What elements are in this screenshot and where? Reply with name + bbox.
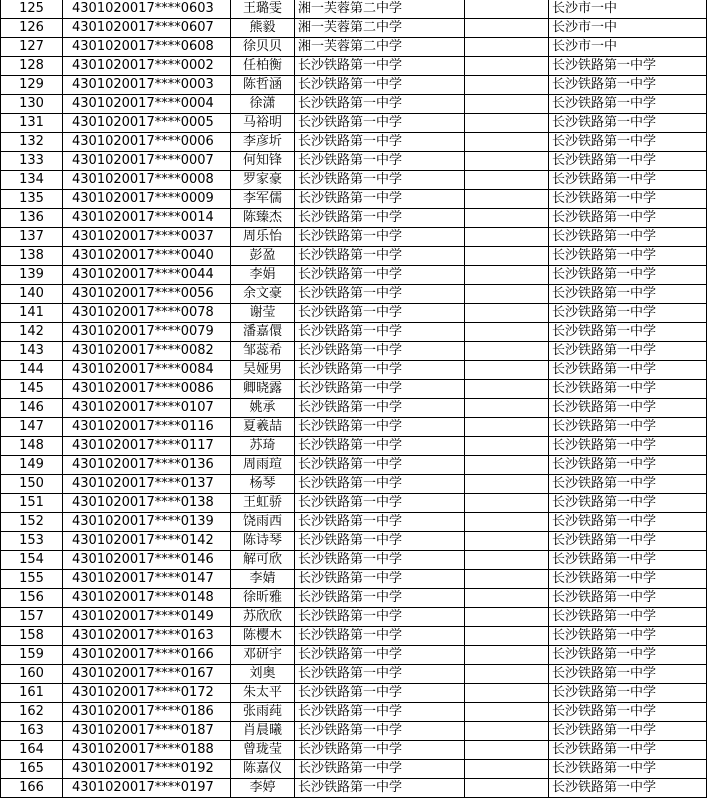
empty-cell <box>465 456 549 475</box>
graduating-school: 长沙铁路第一中学 <box>295 266 465 285</box>
table-row <box>1 703 707 722</box>
admitted-school: 长沙铁路第一中学 <box>549 76 707 95</box>
student-id: 4301020017****0136 <box>63 456 231 475</box>
student-name: 卿晓露 <box>231 380 295 399</box>
table-row <box>1 171 707 190</box>
student-id: 4301020017****0139 <box>63 513 231 532</box>
graduating-school: 长沙铁路第一中学 <box>295 437 465 456</box>
admitted-school: 长沙铁路第一中学 <box>549 418 707 437</box>
row-number: 152 <box>1 513 63 532</box>
row-number: 143 <box>1 342 63 361</box>
student-id: 4301020017****0187 <box>63 722 231 741</box>
student-name: 周乐怡 <box>231 228 295 247</box>
student-name: 王虹骄 <box>231 494 295 513</box>
row-number: 146 <box>1 399 63 418</box>
row-number: 157 <box>1 608 63 627</box>
admitted-school: 长沙铁路第一中学 <box>549 247 707 266</box>
admitted-school: 长沙铁路第一中学 <box>549 475 707 494</box>
graduating-school: 长沙铁路第一中学 <box>295 722 465 741</box>
admitted-school: 长沙铁路第一中学 <box>549 760 707 779</box>
empty-cell <box>465 95 549 114</box>
row-number: 162 <box>1 703 63 722</box>
student-name: 罗家豪 <box>231 171 295 190</box>
student-name: 李婧 <box>231 570 295 589</box>
row-number: 129 <box>1 76 63 95</box>
table-row <box>1 532 707 551</box>
student-name: 夏羲喆 <box>231 418 295 437</box>
student-name: 姚承 <box>231 399 295 418</box>
table-row <box>1 38 707 57</box>
row-number: 158 <box>1 627 63 646</box>
table-row <box>1 190 707 209</box>
row-number: 132 <box>1 133 63 152</box>
admitted-school: 长沙铁路第一中学 <box>549 114 707 133</box>
graduating-school: 长沙铁路第一中学 <box>295 684 465 703</box>
admitted-school: 长沙铁路第一中学 <box>549 323 707 342</box>
table-row <box>1 570 707 589</box>
student-id: 4301020017****0056 <box>63 285 231 304</box>
empty-cell <box>465 323 549 342</box>
admitted-school: 长沙铁路第一中学 <box>549 380 707 399</box>
student-name: 何知锋 <box>231 152 295 171</box>
admitted-school: 长沙铁路第一中学 <box>549 209 707 228</box>
graduating-school: 长沙铁路第一中学 <box>295 57 465 76</box>
admitted-school: 长沙市一中 <box>549 0 707 19</box>
row-number: 133 <box>1 152 63 171</box>
empty-cell <box>465 228 549 247</box>
empty-cell <box>465 152 549 171</box>
graduating-school: 长沙铁路第一中学 <box>295 285 465 304</box>
student-id: 4301020017****0079 <box>63 323 231 342</box>
graduating-school: 长沙铁路第一中学 <box>295 152 465 171</box>
student-id: 4301020017****0002 <box>63 57 231 76</box>
student-id: 4301020017****0107 <box>63 399 231 418</box>
student-name: 谢莹 <box>231 304 295 323</box>
empty-cell <box>465 665 549 684</box>
table-row <box>1 779 707 798</box>
student-id: 4301020017****0186 <box>63 703 231 722</box>
student-name: 周雨瑄 <box>231 456 295 475</box>
table-row <box>1 399 707 418</box>
student-id: 4301020017****0166 <box>63 646 231 665</box>
row-number: 126 <box>1 19 63 38</box>
student-name: 王璐雯 <box>231 0 295 19</box>
empty-cell <box>465 608 549 627</box>
table-row <box>1 266 707 285</box>
admitted-school: 长沙铁路第一中学 <box>549 665 707 684</box>
student-name: 饶雨西 <box>231 513 295 532</box>
table-row <box>1 760 707 779</box>
table-row <box>1 551 707 570</box>
empty-cell <box>465 76 549 95</box>
student-id: 4301020017****0116 <box>63 418 231 437</box>
row-number: 153 <box>1 532 63 551</box>
row-number: 127 <box>1 38 63 57</box>
student-id: 4301020017****0147 <box>63 570 231 589</box>
empty-cell <box>465 494 549 513</box>
graduating-school: 长沙铁路第一中学 <box>295 209 465 228</box>
student-id: 4301020017****0137 <box>63 475 231 494</box>
empty-cell <box>465 684 549 703</box>
table-row <box>1 228 707 247</box>
admitted-school: 长沙铁路第一中学 <box>549 703 707 722</box>
graduating-school: 长沙铁路第一中学 <box>295 114 465 133</box>
student-name: 李娟 <box>231 266 295 285</box>
empty-cell <box>465 285 549 304</box>
student-name: 陈樱木 <box>231 627 295 646</box>
table-row <box>1 494 707 513</box>
empty-cell <box>465 19 549 38</box>
graduating-school: 长沙铁路第一中学 <box>295 532 465 551</box>
graduating-school: 长沙铁路第一中学 <box>295 342 465 361</box>
row-number: 156 <box>1 589 63 608</box>
student-name: 朱太平 <box>231 684 295 703</box>
student-id: 4301020017****0148 <box>63 589 231 608</box>
table-row <box>1 0 707 19</box>
student-name: 任柏衡 <box>231 57 295 76</box>
admitted-school: 长沙铁路第一中学 <box>549 551 707 570</box>
student-name: 李军儒 <box>231 190 295 209</box>
empty-cell <box>465 190 549 209</box>
graduating-school: 长沙铁路第一中学 <box>295 475 465 494</box>
table-row <box>1 437 707 456</box>
empty-cell <box>465 304 549 323</box>
table-row <box>1 209 707 228</box>
graduating-school: 长沙铁路第一中学 <box>295 779 465 798</box>
student-name: 徐潇 <box>231 95 295 114</box>
admitted-school: 长沙铁路第一中学 <box>549 133 707 152</box>
row-number: 144 <box>1 361 63 380</box>
table-row <box>1 456 707 475</box>
empty-cell <box>465 703 549 722</box>
table-row <box>1 646 707 665</box>
graduating-school: 湘一芙蓉第二中学 <box>295 0 465 19</box>
admitted-school: 长沙市一中 <box>549 19 707 38</box>
student-name: 邓研宇 <box>231 646 295 665</box>
admitted-school: 长沙铁路第一中学 <box>549 437 707 456</box>
student-id: 4301020017****0004 <box>63 95 231 114</box>
table-row <box>1 627 707 646</box>
student-id: 4301020017****0192 <box>63 760 231 779</box>
graduating-school: 长沙铁路第一中学 <box>295 171 465 190</box>
student-id: 4301020017****0008 <box>63 171 231 190</box>
graduating-school: 长沙铁路第一中学 <box>295 741 465 760</box>
table-row <box>1 608 707 627</box>
row-number: 138 <box>1 247 63 266</box>
graduating-school: 湘一芙蓉第二中学 <box>295 19 465 38</box>
student-id: 4301020017****0040 <box>63 247 231 266</box>
empty-cell <box>465 209 549 228</box>
admitted-school: 长沙铁路第一中学 <box>549 304 707 323</box>
row-number: 148 <box>1 437 63 456</box>
student-name: 陈嘉仪 <box>231 760 295 779</box>
student-name: 马裕明 <box>231 114 295 133</box>
row-number: 135 <box>1 190 63 209</box>
graduating-school: 长沙铁路第一中学 <box>295 304 465 323</box>
table-row <box>1 323 707 342</box>
admitted-school: 长沙铁路第一中学 <box>549 684 707 703</box>
student-id: 4301020017****0149 <box>63 608 231 627</box>
empty-cell <box>465 361 549 380</box>
student-id: 4301020017****0167 <box>63 665 231 684</box>
empty-cell <box>465 646 549 665</box>
student-id: 4301020017****0003 <box>63 76 231 95</box>
student-id: 4301020017****0044 <box>63 266 231 285</box>
graduating-school: 湘一芙蓉第二中学 <box>295 38 465 57</box>
empty-cell <box>465 532 549 551</box>
student-id: 4301020017****0007 <box>63 152 231 171</box>
graduating-school: 长沙铁路第一中学 <box>295 95 465 114</box>
graduating-school: 长沙铁路第一中学 <box>295 570 465 589</box>
row-number: 165 <box>1 760 63 779</box>
empty-cell <box>465 475 549 494</box>
empty-cell <box>465 57 549 76</box>
empty-cell <box>465 570 549 589</box>
row-number: 159 <box>1 646 63 665</box>
empty-cell <box>465 399 549 418</box>
empty-cell <box>465 779 549 798</box>
empty-cell <box>465 627 549 646</box>
table-row <box>1 513 707 532</box>
graduating-school: 长沙铁路第一中学 <box>295 760 465 779</box>
table-row <box>1 57 707 76</box>
admitted-school: 长沙铁路第一中学 <box>549 228 707 247</box>
admitted-school: 长沙铁路第一中学 <box>549 399 707 418</box>
graduating-school: 长沙铁路第一中学 <box>295 513 465 532</box>
student-name: 杨琴 <box>231 475 295 494</box>
graduating-school: 长沙铁路第一中学 <box>295 399 465 418</box>
table-row <box>1 665 707 684</box>
student-name: 潘嘉儇 <box>231 323 295 342</box>
student-name: 解可欣 <box>231 551 295 570</box>
student-name: 徐贝贝 <box>231 38 295 57</box>
student-name: 肖晨曦 <box>231 722 295 741</box>
student-id: 4301020017****0607 <box>63 19 231 38</box>
empty-cell <box>465 342 549 361</box>
student-id: 4301020017****0009 <box>63 190 231 209</box>
row-number: 150 <box>1 475 63 494</box>
student-name: 徐昕雅 <box>231 589 295 608</box>
admitted-school: 长沙铁路第一中学 <box>549 190 707 209</box>
row-number: 140 <box>1 285 63 304</box>
student-id: 4301020017****0142 <box>63 532 231 551</box>
admitted-school: 长沙铁路第一中学 <box>549 608 707 627</box>
graduating-school: 长沙铁路第一中学 <box>295 190 465 209</box>
student-id: 4301020017****0197 <box>63 779 231 798</box>
table-row <box>1 722 707 741</box>
admitted-school: 长沙铁路第一中学 <box>549 741 707 760</box>
admitted-school: 长沙铁路第一中学 <box>549 722 707 741</box>
admitted-school: 长沙铁路第一中学 <box>549 152 707 171</box>
empty-cell <box>465 513 549 532</box>
graduating-school: 长沙铁路第一中学 <box>295 456 465 475</box>
student-name: 熊毅 <box>231 19 295 38</box>
admitted-school: 长沙铁路第一中学 <box>549 171 707 190</box>
admitted-school: 长沙铁路第一中学 <box>549 646 707 665</box>
table-row <box>1 589 707 608</box>
student-id: 4301020017****0078 <box>63 304 231 323</box>
student-name: 张雨莼 <box>231 703 295 722</box>
graduating-school: 长沙铁路第一中学 <box>295 76 465 95</box>
graduating-school: 长沙铁路第一中学 <box>295 703 465 722</box>
student-id: 4301020017****0084 <box>63 361 231 380</box>
empty-cell <box>465 418 549 437</box>
admitted-school: 长沙铁路第一中学 <box>549 361 707 380</box>
graduating-school: 长沙铁路第一中学 <box>295 665 465 684</box>
student-id: 4301020017****0163 <box>63 627 231 646</box>
graduating-school: 长沙铁路第一中学 <box>295 646 465 665</box>
student-name: 苏琦 <box>231 437 295 456</box>
table-row <box>1 342 707 361</box>
student-name: 曾珑莹 <box>231 741 295 760</box>
graduating-school: 长沙铁路第一中学 <box>295 494 465 513</box>
table-row <box>1 152 707 171</box>
graduating-school: 长沙铁路第一中学 <box>295 608 465 627</box>
empty-cell <box>465 0 549 19</box>
row-number: 130 <box>1 95 63 114</box>
admitted-school: 长沙铁路第一中学 <box>549 570 707 589</box>
student-name: 李彦圻 <box>231 133 295 152</box>
table-row <box>1 133 707 152</box>
graduating-school: 长沙铁路第一中学 <box>295 627 465 646</box>
table-row <box>1 76 707 95</box>
empty-cell <box>465 722 549 741</box>
student-id: 4301020017****0603 <box>63 0 231 19</box>
empty-cell <box>465 266 549 285</box>
row-number: 134 <box>1 171 63 190</box>
student-id: 4301020017****0146 <box>63 551 231 570</box>
table-row <box>1 285 707 304</box>
table-row <box>1 114 707 133</box>
student-id: 4301020017****0172 <box>63 684 231 703</box>
admitted-school: 长沙铁路第一中学 <box>549 95 707 114</box>
row-number: 131 <box>1 114 63 133</box>
student-name: 余文豪 <box>231 285 295 304</box>
row-number: 161 <box>1 684 63 703</box>
empty-cell <box>465 551 549 570</box>
graduating-school: 长沙铁路第一中学 <box>295 380 465 399</box>
empty-cell <box>465 247 549 266</box>
row-number: 136 <box>1 209 63 228</box>
empty-cell <box>465 171 549 190</box>
row-number: 142 <box>1 323 63 342</box>
row-number: 137 <box>1 228 63 247</box>
student-name: 陈臻杰 <box>231 209 295 228</box>
student-name: 陈哲涵 <box>231 76 295 95</box>
table-row <box>1 741 707 760</box>
row-number: 147 <box>1 418 63 437</box>
table-row <box>1 95 707 114</box>
row-number: 139 <box>1 266 63 285</box>
student-id: 4301020017****0188 <box>63 741 231 760</box>
row-number: 155 <box>1 570 63 589</box>
empty-cell <box>465 437 549 456</box>
student-id: 4301020017****0138 <box>63 494 231 513</box>
graduating-school: 长沙铁路第一中学 <box>295 323 465 342</box>
student-name: 李婷 <box>231 779 295 798</box>
table-row <box>1 418 707 437</box>
graduating-school: 长沙铁路第一中学 <box>295 589 465 608</box>
admitted-school: 长沙铁路第一中学 <box>549 456 707 475</box>
admitted-school: 长沙铁路第一中学 <box>549 285 707 304</box>
admitted-school: 长沙铁路第一中学 <box>549 513 707 532</box>
empty-cell <box>465 589 549 608</box>
empty-cell <box>465 114 549 133</box>
student-id: 4301020017****0082 <box>63 342 231 361</box>
row-number: 154 <box>1 551 63 570</box>
row-number: 160 <box>1 665 63 684</box>
table-row <box>1 380 707 399</box>
empty-cell <box>465 133 549 152</box>
admitted-school: 长沙市一中 <box>549 38 707 57</box>
row-number: 145 <box>1 380 63 399</box>
table-row <box>1 247 707 266</box>
graduating-school: 长沙铁路第一中学 <box>295 361 465 380</box>
row-number: 128 <box>1 57 63 76</box>
student-id: 4301020017****0014 <box>63 209 231 228</box>
empty-cell <box>465 741 549 760</box>
row-number: 141 <box>1 304 63 323</box>
table-row <box>1 19 707 38</box>
student-name: 苏欣欣 <box>231 608 295 627</box>
student-id: 4301020017****0006 <box>63 133 231 152</box>
table-row <box>1 475 707 494</box>
student-id: 4301020017****0117 <box>63 437 231 456</box>
table-row <box>1 361 707 380</box>
admitted-school: 长沙铁路第一中学 <box>549 266 707 285</box>
graduating-school: 长沙铁路第一中学 <box>295 247 465 266</box>
graduating-school: 长沙铁路第一中学 <box>295 133 465 152</box>
row-number: 164 <box>1 741 63 760</box>
admitted-school: 长沙铁路第一中学 <box>549 532 707 551</box>
graduating-school: 长沙铁路第一中学 <box>295 418 465 437</box>
table-row <box>1 684 707 703</box>
student-name: 陈诗琴 <box>231 532 295 551</box>
student-id: 4301020017****0005 <box>63 114 231 133</box>
admitted-school: 长沙铁路第一中学 <box>549 779 707 798</box>
student-name: 刘奥 <box>231 665 295 684</box>
empty-cell <box>465 760 549 779</box>
admitted-school: 长沙铁路第一中学 <box>549 627 707 646</box>
row-number: 149 <box>1 456 63 475</box>
student-id: 4301020017****0608 <box>63 38 231 57</box>
empty-cell <box>465 380 549 399</box>
row-number: 151 <box>1 494 63 513</box>
row-number: 125 <box>1 0 63 19</box>
admitted-school: 长沙铁路第一中学 <box>549 342 707 361</box>
student-id: 4301020017****0037 <box>63 228 231 247</box>
student-name: 邹蕊希 <box>231 342 295 361</box>
empty-cell <box>465 38 549 57</box>
student-name: 彭盈 <box>231 247 295 266</box>
table-row <box>1 304 707 323</box>
table-body <box>1 0 707 798</box>
admitted-school: 长沙铁路第一中学 <box>549 57 707 76</box>
admitted-school: 长沙铁路第一中学 <box>549 494 707 513</box>
graduating-school: 长沙铁路第一中学 <box>295 551 465 570</box>
admitted-school: 长沙铁路第一中学 <box>549 589 707 608</box>
graduating-school: 长沙铁路第一中学 <box>295 228 465 247</box>
row-number: 166 <box>1 779 63 798</box>
student-name: 吴娅男 <box>231 361 295 380</box>
student-id: 4301020017****0086 <box>63 380 231 399</box>
row-number: 163 <box>1 722 63 741</box>
